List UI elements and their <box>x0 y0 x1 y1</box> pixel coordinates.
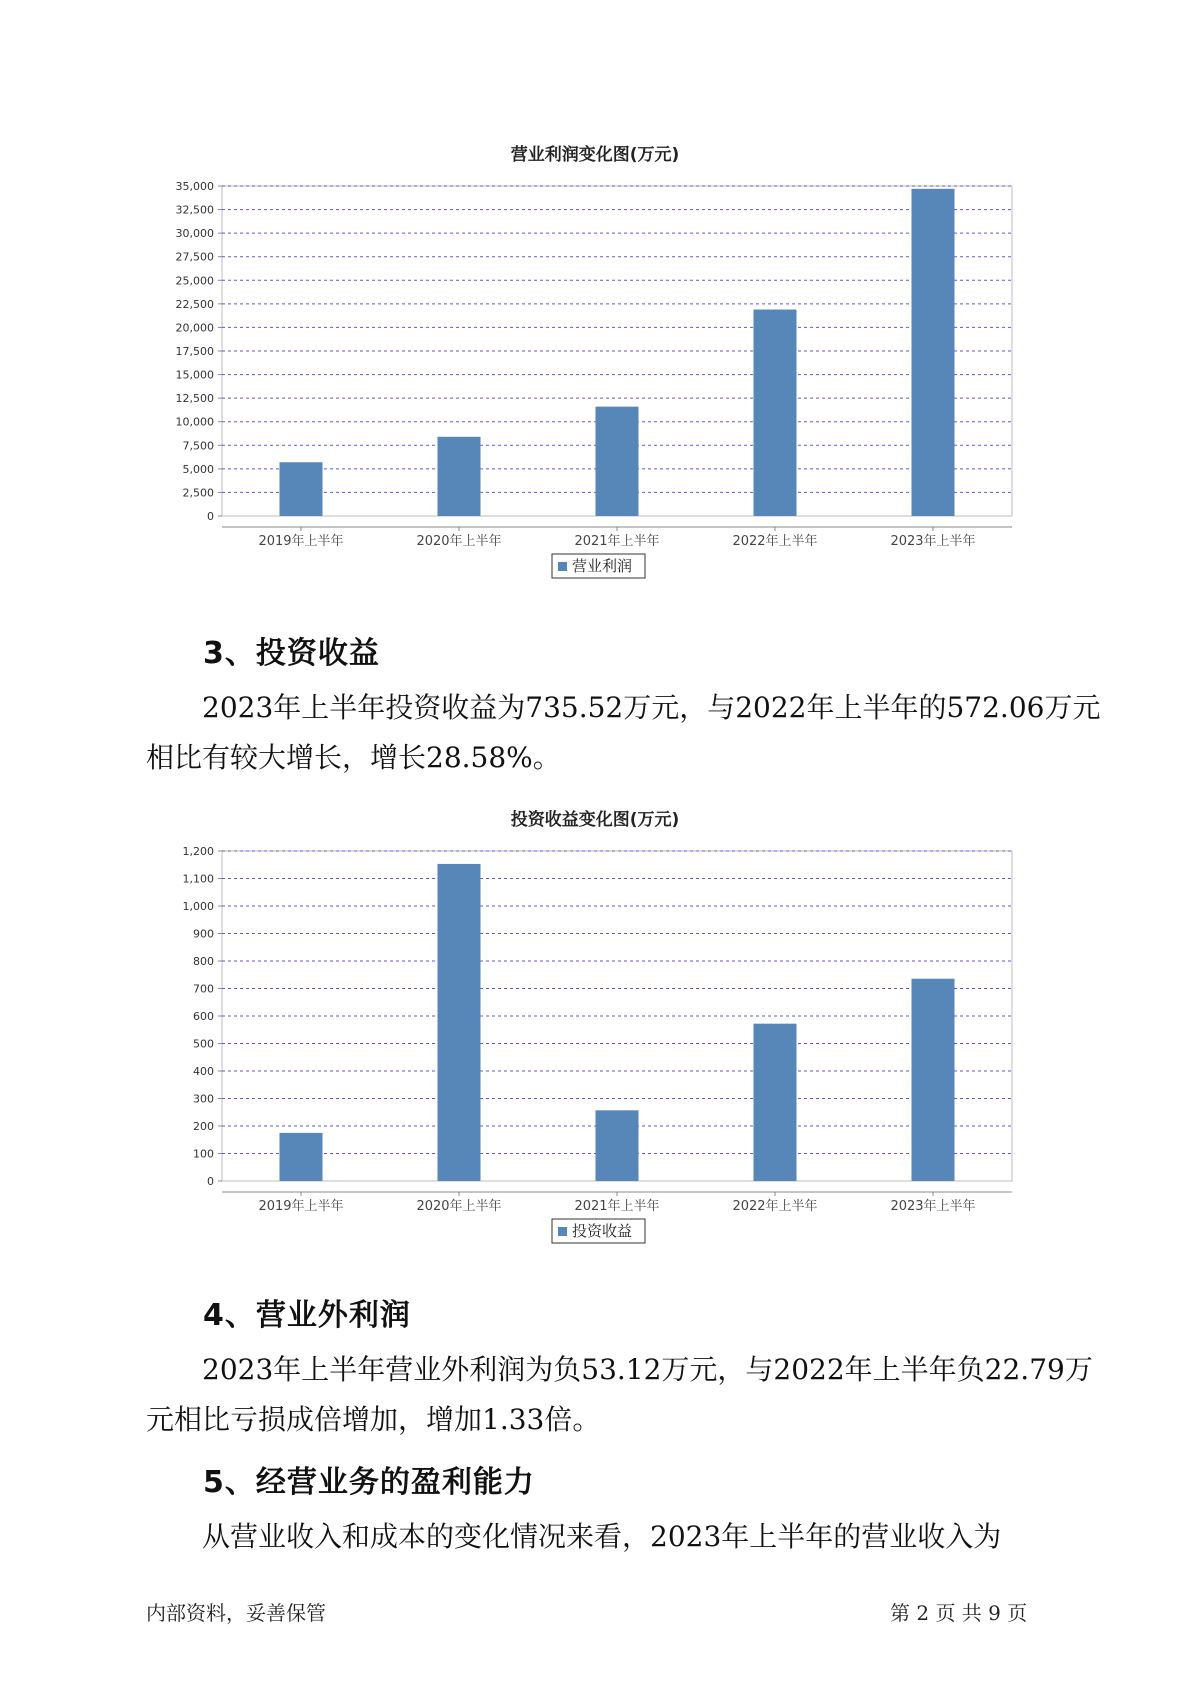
bar-3 <box>596 1110 639 1181</box>
bar-3 <box>596 407 639 516</box>
y-tick-label: 1,200 <box>182 845 214 858</box>
x-tick-label: 2021年上半年 <box>574 1199 660 1214</box>
non-operating-paragraph-cont <box>146 1395 1046 1445</box>
investment-line-2: 相比有较大增长，增长28.58%。 <box>146 741 561 774</box>
bar-4 <box>754 310 797 516</box>
y-tick-label: 27,500 <box>175 250 214 264</box>
profitability-paragraph <box>146 1512 1046 1562</box>
legend-label: 投资收益 <box>572 1222 633 1240</box>
y-tick-label: 800 <box>193 955 214 968</box>
bar-2 <box>438 437 481 516</box>
x-tick-label: 2019年上半年 <box>258 534 344 549</box>
y-tick-label: 0 <box>207 1175 214 1188</box>
y-tick-label: 0 <box>207 510 214 523</box>
non-operating-line-1: 2023年上半年营业外利润为负53.12万元，与2022年上半年负22.79万 <box>202 1353 1093 1386</box>
chart-title: 投资收益变化图(万元) <box>510 810 680 830</box>
operating-profit-chart-svg <box>0 130 1191 600</box>
y-tick-label: 12,500 <box>175 392 214 406</box>
y-tick-label: 900 <box>193 927 214 941</box>
investment-line-1: 2023年上半年投资收益为735.52万元，与2022年上半年的572.06万元 <box>202 691 1101 724</box>
bar-1 <box>280 462 323 516</box>
y-tick-label: 1,000 <box>182 900 214 913</box>
investment-income-chart <box>0 795 1191 1265</box>
chart-title: 营业利润变化图(万元) <box>510 145 680 165</box>
y-tick-label: 500 <box>193 1037 214 1051</box>
y-tick-label: 20,000 <box>175 321 214 335</box>
y-tick-label: 15,000 <box>175 368 214 382</box>
footer-note: 内部资料，妥善保管 <box>146 1601 326 1625</box>
profitability-heading: 5、经营业务的盈利能力 <box>203 1465 535 1500</box>
y-tick-label: 600 <box>193 1010 214 1023</box>
y-tick-label: 25,000 <box>175 274 214 288</box>
investment-income-chart-svg <box>0 795 1191 1265</box>
bar-4 <box>754 1024 797 1181</box>
x-tick-label: 2022年上半年 <box>732 1199 818 1214</box>
bar-2 <box>438 864 481 1181</box>
non-operating-paragraph <box>146 1345 1093 1395</box>
page-number: 第 2 页 共 9 页 <box>890 1601 1028 1625</box>
bar-1 <box>280 1133 323 1181</box>
non-operating-line-2: 元相比亏损成倍增加，增加1.33倍。 <box>146 1403 601 1436</box>
profitability-line-1: 从营业收入和成本的变化情况来看，2023年上半年的营业收入为 <box>202 1520 1002 1553</box>
y-tick-label: 700 <box>193 982 214 996</box>
x-tick-label: 2021年上半年 <box>574 534 660 549</box>
y-tick-label: 35,000 <box>175 180 214 193</box>
y-tick-label: 10,000 <box>175 415 214 429</box>
y-tick-label: 22,500 <box>175 297 214 311</box>
y-tick-label: 30,000 <box>175 227 214 241</box>
legend-swatch <box>558 562 567 571</box>
y-tick-label: 7,500 <box>182 439 214 453</box>
x-tick-label: 2019年上半年 <box>258 1199 344 1214</box>
y-tick-label: 400 <box>193 1065 214 1078</box>
x-tick-label: 2022年上半年 <box>732 534 818 549</box>
x-tick-label: 2020年上半年 <box>416 534 502 549</box>
investment-paragraph <box>146 683 1101 733</box>
bar-5 <box>912 189 955 516</box>
x-tick-label: 2023年上半年 <box>890 534 976 549</box>
y-tick-label: 100 <box>193 1147 214 1161</box>
x-tick-label: 2020年上半年 <box>416 1199 502 1214</box>
legend-label: 营业利润 <box>572 557 633 575</box>
y-tick-label: 300 <box>193 1092 214 1106</box>
y-tick-label: 200 <box>193 1120 214 1133</box>
operating-profit-chart <box>0 130 1191 600</box>
y-tick-label: 2,500 <box>182 486 214 500</box>
investment-paragraph-cont <box>146 733 1046 783</box>
y-tick-label: 32,500 <box>175 203 214 217</box>
investment-heading: 3、投资收益 <box>203 636 380 671</box>
bar-5 <box>912 979 955 1181</box>
x-tick-label: 2023年上半年 <box>890 1199 976 1214</box>
legend-swatch <box>558 1227 567 1236</box>
y-tick-label: 5,000 <box>182 462 214 476</box>
y-tick-label: 1,100 <box>182 872 214 886</box>
non-operating-heading: 4、营业外利润 <box>203 1298 411 1333</box>
y-tick-label: 17,500 <box>175 345 214 358</box>
